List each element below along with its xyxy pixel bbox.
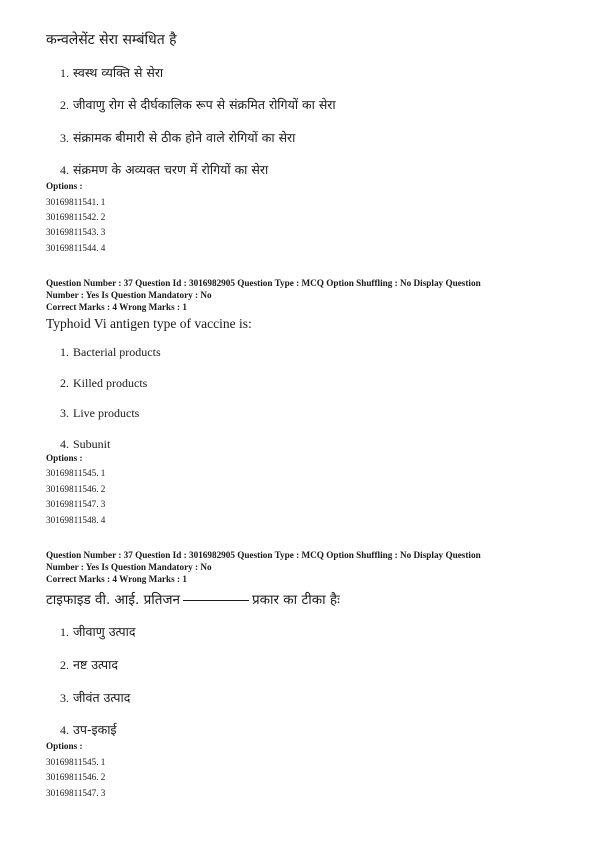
- option-2: [60, 96, 336, 113]
- question-part: टाइफाइड वी. आई. प्रतिजन: [46, 592, 180, 608]
- option-number: 4.: [60, 723, 69, 737]
- question-meta-line: Question Number : 37 Question Id : 3016982905 Question Type : MCQ Option Shuffling : No Display Question: [46, 550, 481, 560]
- option-id: 30169811545. 1: [46, 757, 106, 767]
- option-number: 1.: [60, 625, 69, 639]
- option-number: 4.: [60, 163, 69, 177]
- question-meta-line: Number : Yes Is Question Mandatory : No: [46, 290, 212, 300]
- option-2: [60, 656, 118, 673]
- question-meta-line: Number : Yes Is Question Mandatory : No: [46, 562, 212, 572]
- option-text: नष्ट उत्पाद: [73, 657, 119, 672]
- option-id: 30169811541. 1: [46, 197, 106, 207]
- question-part: प्रकार का टीका हैः: [251, 592, 340, 608]
- option-2: [60, 376, 147, 391]
- option-text: स्वस्थ व्यक्ति से सेरा: [73, 65, 164, 80]
- option-3: [60, 689, 130, 706]
- question-marks-line: Correct Marks : 4 Wrong Marks : 1: [46, 302, 187, 312]
- options-label: Options :: [46, 453, 83, 463]
- option-id: 30169811547. 3: [46, 499, 106, 509]
- option-id: 30169811545. 1: [46, 468, 106, 478]
- option-id: 30169811546. 2: [46, 484, 106, 494]
- option-4: [60, 437, 110, 452]
- option-id: 30169811546. 2: [46, 772, 106, 782]
- option-number: 2.: [60, 658, 69, 672]
- options-label: Options :: [46, 741, 83, 751]
- option-number: 1.: [60, 66, 69, 80]
- option-id: 30169811543. 3: [46, 227, 106, 237]
- fill-in-blank: [183, 600, 249, 601]
- question-header: [46, 277, 556, 313]
- option-text: Killed products: [73, 376, 148, 390]
- question-meta-line: Question Number : 37 Question Id : 3016982905 Question Type : MCQ Option Shuffling : No Display Question: [46, 278, 481, 288]
- option-number: 3.: [60, 691, 69, 705]
- option-1: [60, 345, 161, 360]
- option-text: जीवंत उत्पाद: [73, 690, 131, 705]
- option-text: Subunit: [73, 437, 111, 451]
- option-text: संक्रमण के अव्यक्त चरण में रोगियों का सेरा: [73, 162, 269, 177]
- option-number: 2.: [60, 98, 69, 112]
- question-text-english: Typhoid Vi antigen type of vaccine is:: [46, 316, 252, 331]
- option-3: [60, 406, 139, 421]
- option-text: जीवाणु रोग से दीर्घकालिक रूप से संक्रमित रोगियों का सेरा: [73, 97, 336, 112]
- option-number: 1.: [60, 345, 69, 359]
- question-text-hindi-1: कन्वलेसेंट सेरा सम्बंधित है: [46, 32, 177, 48]
- options-label: Options :: [46, 181, 83, 191]
- option-id: 30169811542. 2: [46, 212, 106, 222]
- option-number: 2.: [60, 376, 69, 390]
- option-text: Bacterial products: [73, 345, 161, 359]
- option-4: [60, 721, 117, 738]
- option-text: Live products: [73, 406, 140, 420]
- option-number: 3.: [60, 131, 69, 145]
- option-3: [60, 129, 295, 146]
- option-1: [60, 623, 136, 640]
- option-4: [60, 161, 268, 178]
- question-header: [46, 549, 556, 585]
- option-id: 30169811544. 4: [46, 243, 106, 253]
- option-number: 4.: [60, 437, 69, 451]
- question-text-hindi-2: [46, 590, 340, 608]
- option-number: 3.: [60, 406, 69, 420]
- question-marks-line: Correct Marks : 4 Wrong Marks : 1: [46, 574, 187, 584]
- option-1: [60, 64, 163, 81]
- option-text: उप-इकाई: [73, 722, 117, 737]
- option-text: जीवाणु उत्पाद: [73, 624, 136, 639]
- option-text: संक्रामक बीमारी से ठीक होने वाले रोगियों का सेरा: [73, 130, 296, 145]
- option-id: 30169811548. 4: [46, 515, 106, 525]
- option-id: 30169811547. 3: [46, 788, 106, 798]
